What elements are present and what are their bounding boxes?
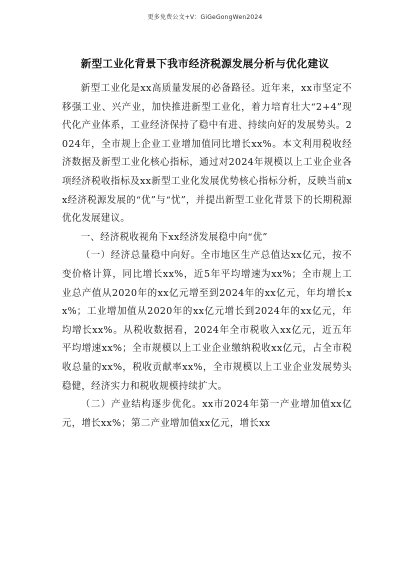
section-heading-1: 一、经济税收视角下xx经济发展稳中向“优”	[80, 231, 268, 243]
subsection-1-paragraph: （一）经济总量稳中向好。全市地区生产总值达xx亿元，按不变价格计算，同比增长xx%，近5年平均增速为xx%；全市规上工业总产值从2020年的xx亿元增至到2024年的xx亿元，年均增长xx%；工业增加值从2020年的xx亿元增长到2024年的xx亿元，年均增长xx%。从税收数据看，2024年全市税收入xx亿元，近五年平均增速xx%；全市规模以上工业企业缴纳税收xx亿元，占全市税收总量的xx%，税收贡献率xx%，全市规模以上工业企业发展势头稳健，经济实力和税收规模持续扩大。	[62, 250, 352, 392]
header-note: 更多免费公文+V：GiGeGongWen2024	[147, 14, 263, 21]
intro-paragraph: 新型工业化是xx高质量发展的必备路径。近年来，xx市坚定不移强工业、兴产业，加快推进新型工业化，着力培育壮大“2+4”现代化产业体系，工业经济保持了稳中有进、持续向好的发展势头。2024年，全市规上企业工业增加值同比增长xx%。本文利用税收经济数据及新型工业化核心指标，通过对2024年规模以上工业企业各项经济税收指标及xx新型工业化发展优势核心指标分析，反映当前xx经济税源发展的“优”与“忧”，并提出新型工业化背景下的长期税源优化发展建议。	[62, 83, 352, 225]
subsection-2-paragraph: （二）产业结构逐步优化。xx市2024年第一产业增加值xx亿元，增长xx%；第二产业增加值xx亿元，增长xx	[62, 399, 352, 429]
document-title: 新型工业化背景下我市经济税源发展分析与优化建议	[80, 58, 330, 70]
document-body	[62, 80, 352, 433]
